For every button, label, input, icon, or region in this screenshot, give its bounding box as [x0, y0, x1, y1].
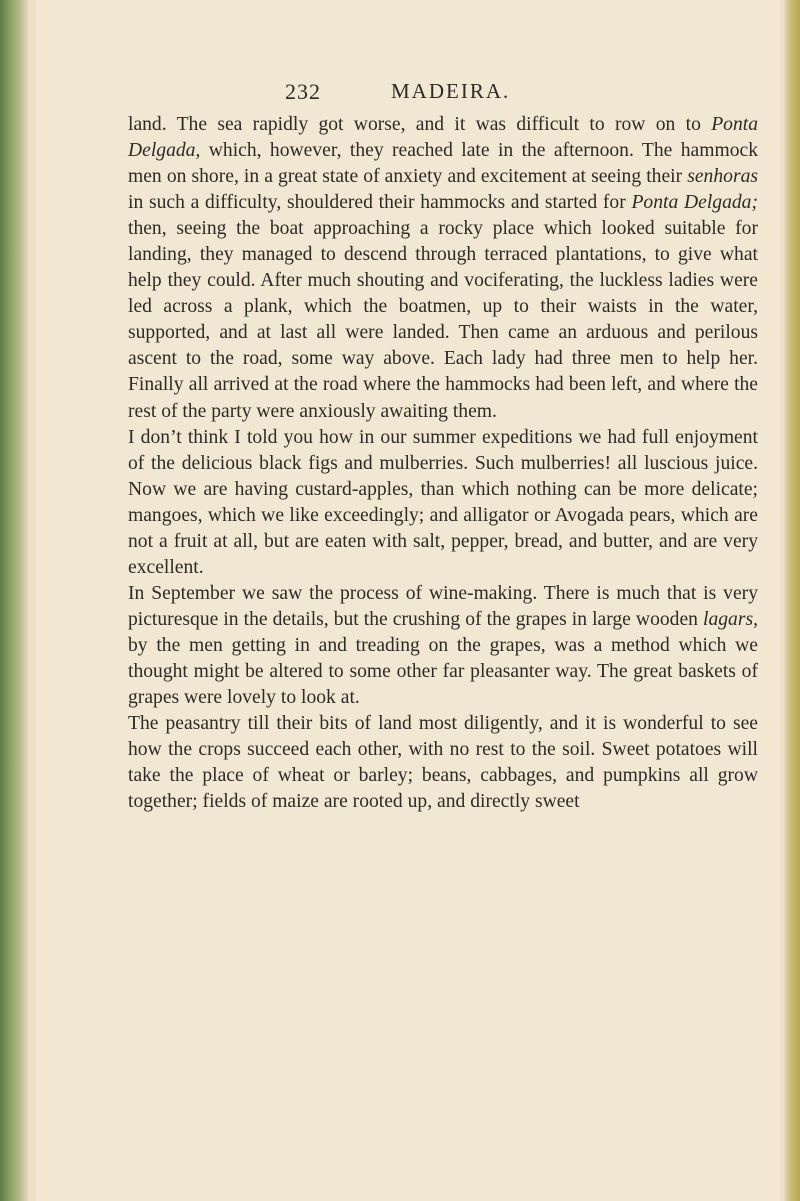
page-header	[36, 79, 780, 109]
text-run: in such a difficulty, shouldered their hammocks and started for	[128, 192, 632, 214]
place-name-italic: Ponta Delgada	[128, 114, 758, 162]
text-run: , which, however, they reached late in the afternoon. The hammock men on shore, in a great state of anxiety and excitement at seeing their	[128, 140, 758, 188]
text-run: land. The sea rapidly got worse, and it was difficult to row on to	[128, 114, 712, 135]
text-run: then, seeing the boat approaching a rocky place which looked suitable for landing, they managed to descend through terraced plantations, to give what help they could. After much shouting and vociferating, the luckless ladies were led across a plank, which the boatmen, up to their waists in the water, supported, and at last all were landed. Then came an arduous and perilous ascent to the road, some way above. Each lady had three men to help her. Finally all arrived at the road where the hammocks had been left, and where the rest of the party were anxiously awaiting them.	[128, 218, 758, 422]
book-page	[36, 0, 780, 1201]
paragraph-3	[128, 581, 758, 711]
foreign-word-italic: lagars	[703, 608, 754, 630]
text-run: In September we saw the process of wine-making. There is much that is very picturesque in the details, but the crushing of the grapes in large wooden	[128, 582, 758, 630]
paragraph-1	[128, 112, 758, 425]
paragraph-4	[128, 711, 758, 815]
body-text	[128, 112, 758, 815]
paragraph-2	[128, 425, 758, 581]
place-name-italic: Ponta Delgada;	[631, 192, 758, 214]
text-run: , by the men getting in and treading on the grapes, was a method which we thought might be altered to some other far pleasanter way. The great baskets of grapes were lovely to look at.	[128, 608, 758, 709]
page-number: 232	[285, 79, 321, 104]
text-run: I don’t think I told you how in our summer expeditions we had full enjoyment of the delicious black figs and mulberries. Such mulberries! all luscious juice. Now we are having custard-apples, than which nothing can be more delicate; mangoes, which we like exceedingly; and alligator or Avogada pears, which are not a fruit at all, but are eaten with salt, pepper, bread, and butter, and are very excellent.	[128, 426, 758, 578]
running-head: MADEIRA.	[391, 79, 511, 103]
book-binding-right	[784, 0, 800, 1201]
foreign-word-italic: senhoras	[687, 166, 758, 188]
book-binding-left	[0, 0, 28, 1201]
text-run: The peasantry till their bits of land most diligently, and it is wonderful to see how the crops succeed each other, with no rest to the soil. Sweet potatoes will take the place of wheat or barley; beans, cabbages, and pumpkins all grow together; fields of maize are rooted up, and directly sweet	[128, 713, 758, 813]
